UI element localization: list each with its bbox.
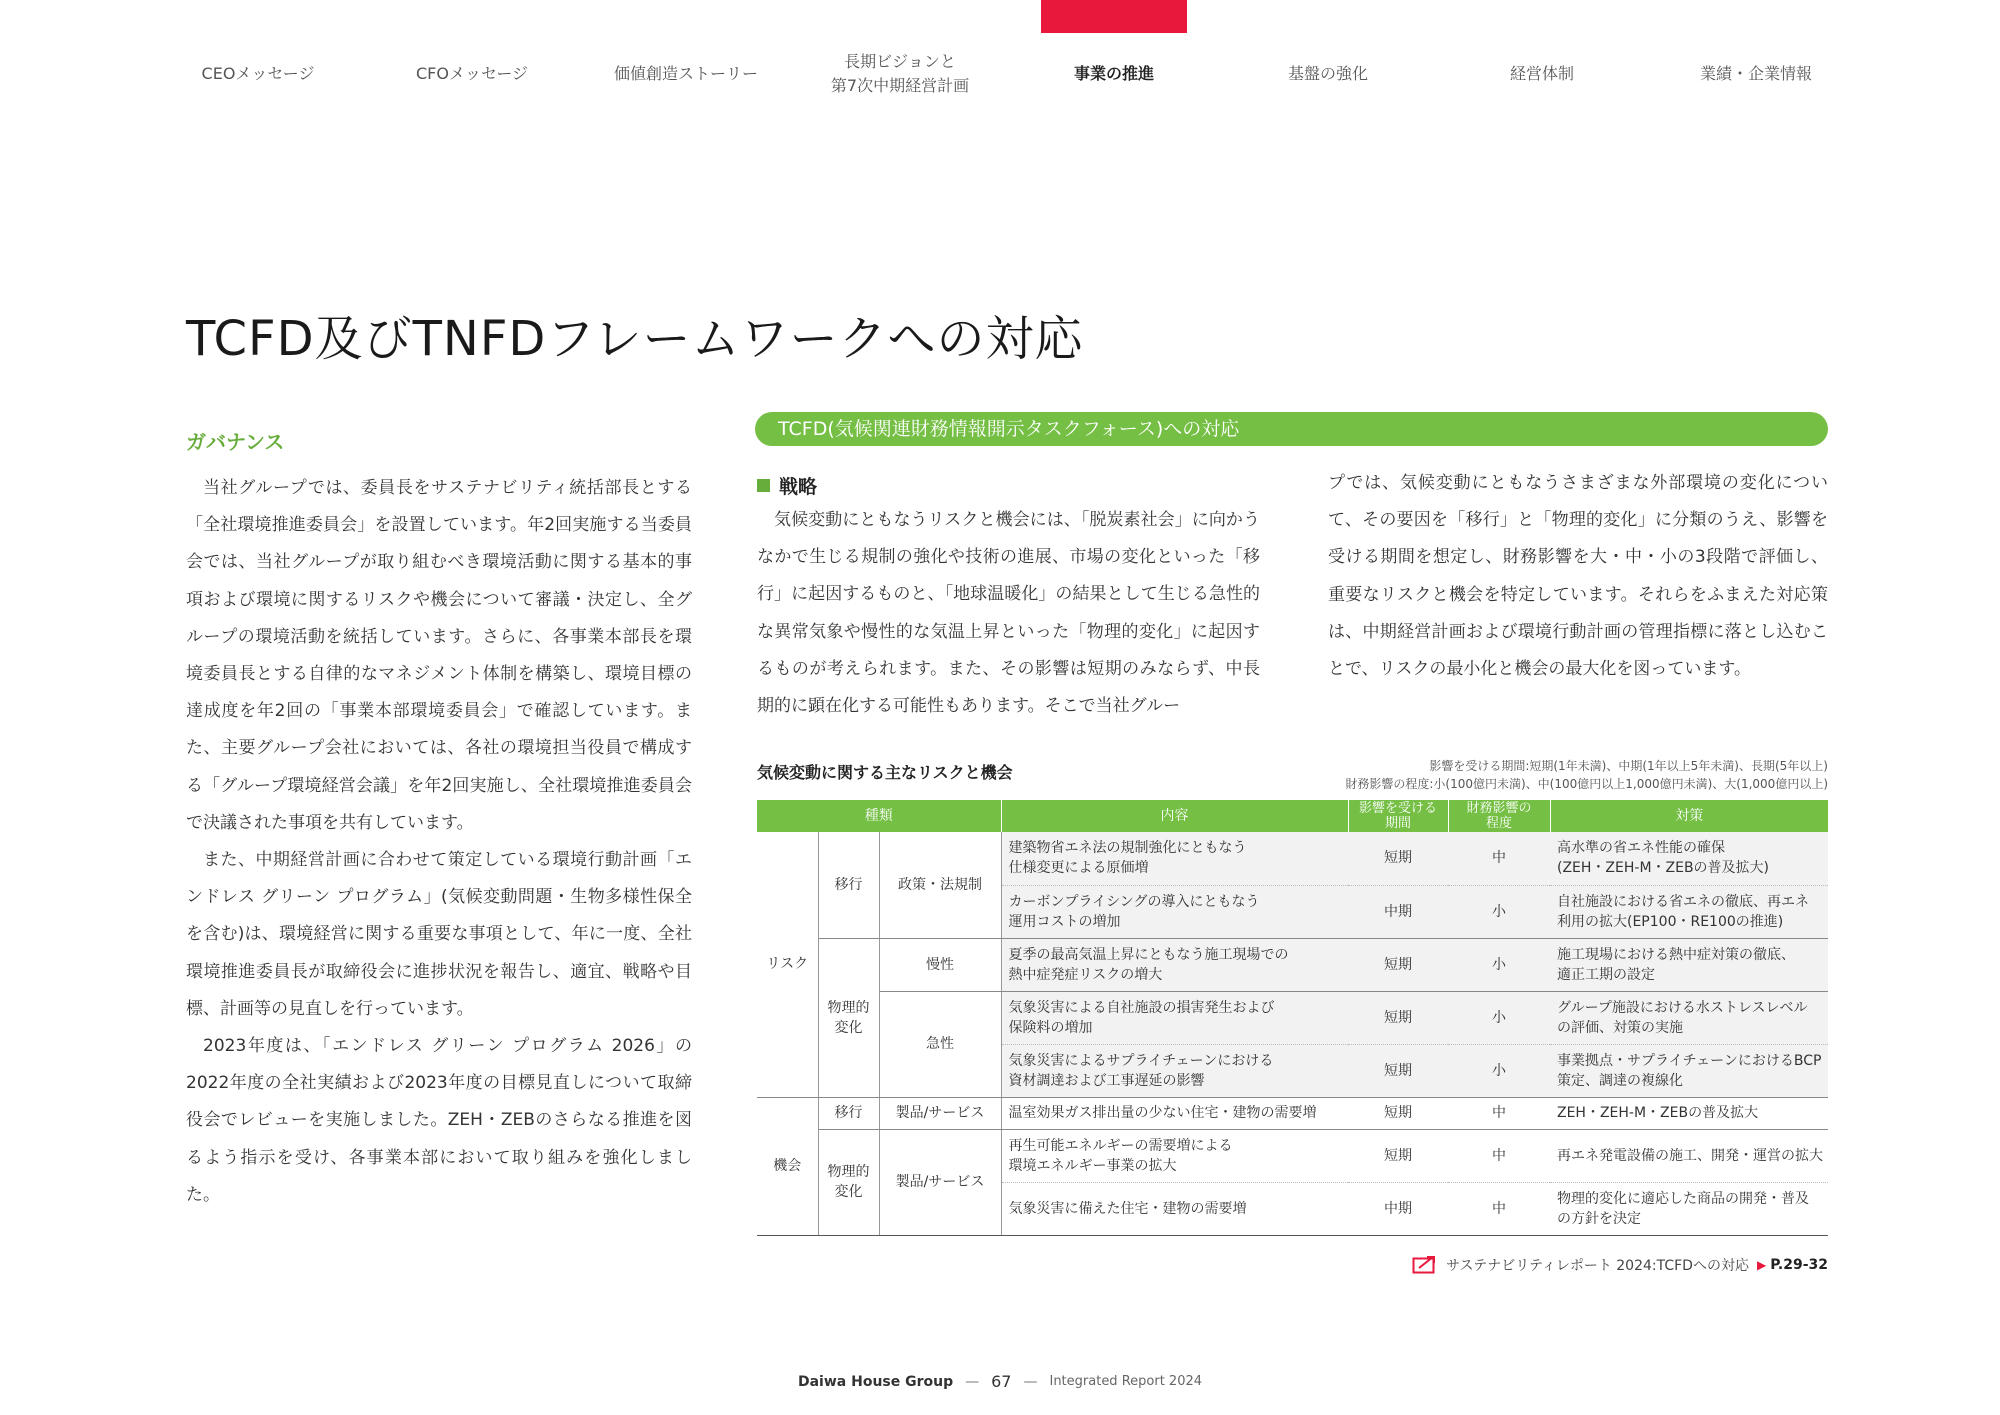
footer-brand: Daiwa House Group (797, 1373, 954, 1390)
measure-line: 高水準の省エネ性能の確保 (1557, 840, 1725, 857)
row-period: 短期 (1348, 1097, 1448, 1129)
content-line: 気象災害に備えた住宅・建物の需要増 (1008, 1200, 1247, 1217)
content-line: 気象災害による自社施設の損害発生および (1008, 999, 1275, 1016)
measure-line: (ZEH・ZEH-M・ZEBの普及拡大) (1557, 860, 1770, 877)
nav-ceo-message[interactable]: CEOメッセージ (201, 64, 315, 83)
row-impact: 中 (1448, 1097, 1550, 1129)
subcategory-transition: 移行 (818, 1097, 879, 1129)
header-impact-line2: 程度 (1485, 816, 1512, 831)
row-period: 中期 (1348, 1182, 1448, 1235)
physical-line2: 変化 (834, 1019, 863, 1036)
row-impact: 中 (1448, 1129, 1550, 1182)
table-note-period: 影響を受ける期間:短期(1年未満)、中期(1年以上5年未満)、長期(5年以上) (1429, 759, 1828, 773)
row-period: 中期 (1348, 885, 1448, 938)
tcfd-banner: TCFD(気候関連財務情報開示タスクフォース)への対応 (755, 412, 1828, 446)
footer-page-number: 67 (991, 1372, 1012, 1391)
row-impact: 中 (1448, 1182, 1550, 1235)
row-period: 短期 (1348, 991, 1448, 1044)
nav-management-structure[interactable]: 経営体制 (1509, 64, 1574, 83)
table-row (757, 832, 1828, 885)
content-line: 資材調達および工事遅延の影響 (1008, 1072, 1205, 1089)
content-line: 運用コストの増加 (1008, 913, 1121, 930)
top-navigation (0, 0, 2000, 110)
category-risk: リスク (757, 832, 818, 1097)
nav-long-term-vision-line2: 第7次中期経営計画 (830, 76, 970, 95)
row-content (1001, 1182, 1348, 1235)
strategy-heading (757, 472, 817, 499)
type-product: 製品/サービス (879, 1129, 1001, 1235)
measure-line: 策定、調達の複線化 (1557, 1072, 1683, 1089)
page-title: TCFD及びTNFDフレームワークへの対応 (186, 311, 1084, 367)
footer-dash-icon: — (1023, 1373, 1038, 1390)
row-measures (1550, 1097, 1828, 1129)
type-product: 製品/サービス (879, 1097, 1001, 1129)
nav-foundation-strengthening[interactable]: 基盤の強化 (1287, 64, 1368, 83)
content-line: カーボンプライシングの導入にともなう (1008, 893, 1260, 910)
table-header-row (757, 800, 1828, 832)
measure-line: の評価、対策の実施 (1557, 1019, 1683, 1036)
active-tab-indicator (1041, 0, 1187, 33)
row-period: 短期 (1348, 938, 1448, 991)
header-type: 種類 (757, 800, 1001, 832)
header-period (1348, 800, 1448, 832)
measure-line: 施工現場における熱中症対策の徹底、 (1557, 946, 1795, 963)
row-content (1001, 885, 1348, 938)
header-impact (1448, 800, 1550, 832)
physical-line1: 物理的 (827, 999, 870, 1016)
subcategory-physical (818, 938, 879, 1097)
subcategory-physical (818, 1129, 879, 1235)
measure-line: 物理的変化に適応した商品の開発・普及 (1557, 1190, 1809, 1207)
content-line: 保険料の増加 (1008, 1019, 1093, 1036)
sustainability-report-link[interactable] (1410, 1255, 1828, 1275)
footer-dash-icon: — (965, 1373, 980, 1390)
content-line: 仕様変更による原価増 (1008, 860, 1149, 877)
nav-cfo-message[interactable]: CFOメッセージ (415, 64, 528, 83)
strategy-paragraph: 気候変動にともなうリスクと機会には、「脱炭素社会」に向かうなかで生じる規制の強化や技術の進展、市場の変化といった「移行」に起因するものと、「地球温暖化」の結果として生じる急性的な異常気象や慢性的な気温上昇といった「物理的変化」に起因するものが考えられます。また、その影響は短期のみならず、中長期的に顕在化する可能性もあります。そこで当社グルー (757, 510, 1260, 717)
measure-line: 事業拠点・サプライチェーンにおけるBCP (1557, 1052, 1822, 1069)
risk-opportunity-table (757, 800, 1828, 1236)
type-chronic: 慢性 (879, 938, 1001, 991)
governance-paragraph: また、中期経営計画に合わせて策定している環境行動計画「エンドレス グリーン プログラム」(気候変動問題・生物多様性保全を含む)は、環境経営に関する重要な事項として、年に一度、全社環境推進委員長が取締役会に進捗状況を報告し、適宜、戦略や目標、計画等の見直しを行っています。 (186, 850, 692, 1019)
nav-performance-corporate-info[interactable]: 業績・企業情報 (1699, 64, 1812, 83)
play-arrow-icon: ▶ (1756, 1258, 1767, 1272)
type-acute: 急性 (879, 991, 1001, 1097)
strategy-column-1 (757, 502, 1260, 725)
governance-paragraph: 当社グループでは、委員長をサステナビリティ統括部長とする「全社環境推進委員会」を設置しています。年2回実施する当委員会では、当社グループが取り組むべき環境活動に関する基本的事項および環境に関するリスクや機会について審議・決定し、全グループの環境活動を統括しています。さらに、各事業本部長を環境委員長とする自律的なマネジメント体制を構築し、環境目標の達成度を年2回の「事業本部環境委員会」で確認しています。また、主要グループ会社においては、各社の環境担当役員で構成する「グループ環境経営会議」を年2回実施し、全社環境推進委員会で決議された事項を共有しています。 (186, 478, 692, 833)
header-impact-line1: 財務影響の (1466, 801, 1532, 816)
table-notes (1200, 757, 1828, 793)
row-period: 短期 (1348, 832, 1448, 885)
content-line: 建築物省エネ法の規制強化にともなう (1008, 840, 1247, 857)
green-square-icon (757, 479, 770, 492)
table-title: 気候変動に関する主なリスクと機会 (757, 763, 1013, 782)
nav-long-term-vision[interactable] (793, 48, 1007, 100)
row-content (1001, 1129, 1348, 1182)
strategy-paragraph-continued: プでは、気候変動にともなうさまざまな外部環境の変化について、その要因を「移行」と「物理的変化」に分類のうえ、影響を受ける期間を想定し、財務影響を大・中・小の3段階で評価し、重要なリスクと機会を特定しています。それらをふまえた対応策は、中期経営計画および環境行動計画の管理指標に落とし込むことで、リスクの最小化と機会の最大化を図っています。 (1328, 473, 1828, 680)
header-period-line2: 期間 (1384, 816, 1411, 831)
row-period: 短期 (1348, 1044, 1448, 1097)
measure-line: 適正工期の設定 (1557, 966, 1655, 983)
header-measures: 対策 (1550, 800, 1828, 832)
nav-business-promotion[interactable]: 事業の推進 (1073, 64, 1154, 83)
measure-line: の方針を決定 (1557, 1210, 1641, 1227)
content-line: 環境エネルギー事業の拡大 (1008, 1157, 1177, 1174)
footer-report-name: Integrated Report 2024 (1049, 1374, 1203, 1389)
content-line: 温室効果ガス排出量の少ない住宅・建物の需要増 (1008, 1105, 1317, 1121)
header-content: 内容 (1001, 800, 1348, 832)
table-note-impact: 財務影響の程度:小(100億円未満)、中(100億円以上1,000億円未満)、大(1,000億円以上) (1345, 777, 1828, 791)
row-measures (1550, 832, 1828, 885)
measure-line: グループ施設における水ストレスレベル (1557, 999, 1808, 1016)
table-row (757, 938, 1828, 991)
row-content (1001, 938, 1348, 991)
nav-value-creation-story[interactable]: 価値創造ストーリー (613, 64, 758, 83)
row-impact: 中 (1448, 832, 1550, 885)
content-line: 夏季の最高気温上昇にともなう施工現場での (1008, 946, 1289, 963)
measure-line: 自社施設における省エネの徹底、再エネ (1557, 893, 1809, 910)
content-line: 熱中症発症リスクの増大 (1008, 966, 1163, 983)
nav-long-term-vision-line1: 長期ビジョンと (844, 52, 956, 71)
row-measures (1550, 1044, 1828, 1097)
content-line: 再生可能エネルギーの需要増による (1008, 1137, 1233, 1154)
row-impact: 小 (1448, 1044, 1550, 1097)
row-measures (1550, 1129, 1828, 1182)
governance-body (186, 470, 692, 1214)
category-opportunity: 機会 (757, 1097, 818, 1235)
reference-text: サステナビリティレポート 2024:TCFDへの対応 (1446, 1258, 1749, 1274)
type-policy: 政策・法規制 (879, 832, 1001, 938)
measure-line: 利用の拡大(EP100・RE100の推進) (1557, 913, 1784, 930)
physical-line1: 物理的 (827, 1164, 870, 1180)
strategy-column-2 (1328, 465, 1828, 688)
governance-heading: ガバナンス (186, 430, 285, 454)
row-impact: 小 (1448, 938, 1550, 991)
row-measures (1550, 938, 1828, 991)
row-period: 短期 (1348, 1129, 1448, 1182)
external-report-icon (1412, 1255, 1438, 1275)
reference-page: P.29-32 (1770, 1257, 1828, 1273)
row-content (1001, 832, 1348, 885)
row-impact: 小 (1448, 885, 1550, 938)
table-row (757, 991, 1828, 1044)
header-period-line1: 影響を受ける (1358, 801, 1437, 816)
page-footer (0, 1372, 2000, 1391)
row-content (1001, 1097, 1348, 1129)
row-content (1001, 991, 1348, 1044)
row-impact: 小 (1448, 991, 1550, 1044)
table-row (757, 1129, 1828, 1182)
measure-line: 再エネ発電設備の施工、開発・運営の拡大 (1557, 1147, 1823, 1164)
row-measures (1550, 991, 1828, 1044)
row-measures (1550, 885, 1828, 938)
measure-line: ZEH・ZEH-M・ZEBの普及拡大 (1557, 1105, 1759, 1121)
row-measures (1550, 1182, 1828, 1235)
row-content (1001, 1044, 1348, 1097)
subcategory-transition: 移行 (818, 832, 879, 938)
physical-line2: 変化 (834, 1184, 863, 1200)
strategy-heading-text: 戦略 (779, 476, 818, 498)
content-line: 気象災害によるサプライチェーンにおける (1008, 1052, 1274, 1069)
governance-paragraph: 2023年度は、「エンドレス グリーン プログラム 2026」の2022年度の全社実績および2023年度の目標見直しについて取締役会でレビューを実施しました。ZEH・ZEBのさらなる推進を図るよう指示を受け、各事業本部において取り組みを強化しました。 (186, 1036, 692, 1205)
table-row (757, 1097, 1828, 1129)
